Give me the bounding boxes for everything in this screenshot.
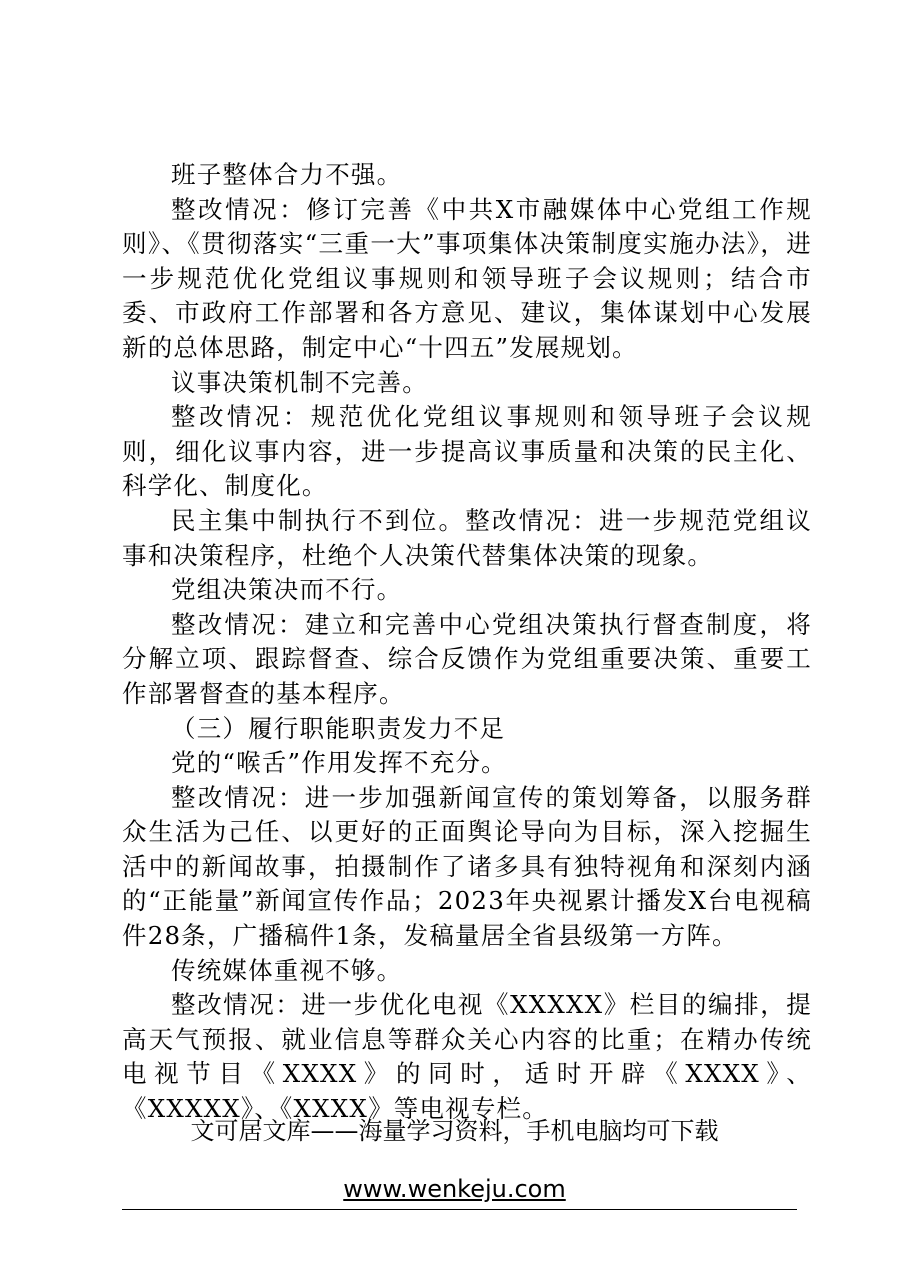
paragraph: 整改情况：规范优化党组议事规则和领导班子会议规则，细化议事内容，进一步提高议事质量和决策的民主化、科学化、制度化。 xyxy=(122,402,812,501)
paragraph: 党的“喉舌”作用发挥不充分。 xyxy=(171,748,507,778)
paragraph: 整改情况：进一步优化电视《XXXXX》栏目的编排，提高天气预报、就业信息等群众关心内容的比重；在精办传统电视节目《XXXX》的同时，适时开辟《XXXX》、《XXXXX》、《XXXX》等电视专栏。 xyxy=(122,990,812,1124)
paragraph: 整改情况：修订完善《中共X市融媒体中心党组工作规则》、《贯彻落实“三重一大”事项集体决策制度实施办法》，进一步规范优化党组议事规则和领导班子会议规则；结合市委、市政府工作部署和各方意见、建议，集体谋划中心发展新的总体思路，制定中心“十四五”发展规划。 xyxy=(122,194,812,362)
document-body xyxy=(122,158,812,1127)
paragraph: 议事决策机制不完善。 xyxy=(171,367,428,397)
footer-title: 文可居文库——海量学习资料，手机电脑均可下载 xyxy=(190,1117,719,1145)
paragraph: 传统媒体重视不够。 xyxy=(171,955,403,985)
footer-url-link[interactable]: www.wenkeju.com xyxy=(343,1175,566,1203)
paragraph: 整改情况：建立和完善中心党组决策执行督查制度，将分解立项、跟踪督查、综合反馈作为党组重要决策、重要工作部署督查的基本程序。 xyxy=(122,609,812,708)
footer-divider xyxy=(122,1209,797,1210)
paragraph: 整改情况：进一步加强新闻宣传的策划筹备，以服务群众生活为己任、以更好的正面舆论导向为目标，深入挖掘生活中的新闻故事，拍摄制作了诸多具有独特视角和深刻内涵的“正能量”新闻宣传作品；2023年央视累计播发X台电视稿件28条，广播稿件1条，发稿量居全省县级第一方阵。 xyxy=(122,782,812,951)
paragraph: 党组决策决而不行。 xyxy=(171,575,403,605)
paragraph: 民主集中制执行不到位。整改情况：进一步规范党组议事和决策程序，杜绝个人决策代替集体决策的现象。 xyxy=(122,505,812,570)
paragraph: 班子整体合力不强。 xyxy=(171,160,403,189)
section-heading: （三）履行职能职责发力不足 xyxy=(171,713,506,743)
